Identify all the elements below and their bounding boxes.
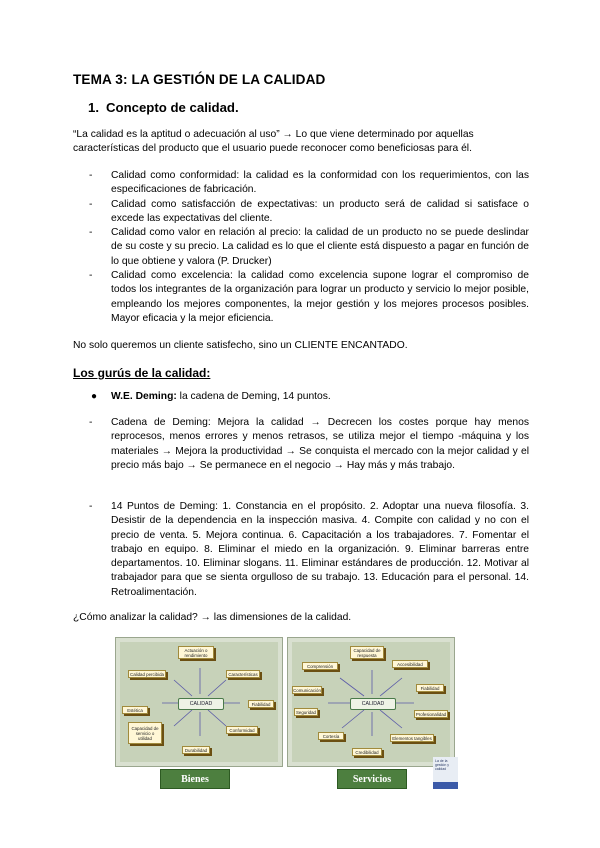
bienes-box: Estética [122, 706, 148, 714]
servicios-box: Credibilidad [352, 748, 382, 756]
servicios-box: Comprensión [302, 662, 338, 670]
deming-line [111, 390, 529, 404]
list-item-valor-precio: Calidad como valor en relación al precio: la calidad de un producto no se puede deslindar de su coste y su precio. La calidad es lo que el cliente está dispuesto a pagar en función de lo que obtiene y valora (P. Drucker) [111, 227, 529, 267]
bienes-box: Calidad percibida [128, 670, 166, 678]
servicios-box: Profesionalidad [415, 711, 447, 717]
deming-desc: la cadena de Deming, 14 puntos. [176, 391, 331, 402]
bienes-center: CALIDAD [178, 698, 224, 710]
deming-name: W.E. Deming: [111, 391, 177, 402]
definition-line-1: “La calidad es la aptitud o adecuación al uso” → Lo que viene determinado por aquellas [73, 129, 474, 140]
list-dash: - [89, 227, 93, 238]
list-item-conformidad: Calidad como conformidad: la calidad es la conformidad con los requerimientos, con las especificaciones de fabricación. [111, 170, 529, 196]
corner-logo [433, 757, 458, 789]
bienes-panel [115, 637, 283, 767]
list-dash: - [89, 270, 93, 281]
bienes-box: Capacidad de servicio o utilidad [128, 722, 162, 744]
servicios-box: Fiabilidad [416, 684, 444, 692]
bienes-box: Actuación o rendimiento [178, 646, 214, 659]
list-dash: - [89, 170, 93, 181]
list-dash: - [89, 501, 93, 512]
bienes-box: Durabilidad [182, 746, 210, 754]
definition-line-2: características del producto que el usuario puede reconocer como beneficiosas para él. [73, 143, 472, 154]
bullet-icon: ● [91, 391, 98, 402]
servicios-box: Cortesía [318, 732, 344, 740]
quality-dimensions-figure [115, 637, 458, 789]
gurus-heading: Los gurús de la calidad: [73, 366, 211, 380]
section-number: 1. [88, 100, 99, 115]
section-heading [88, 100, 239, 115]
servicios-box: Capacidad de respuesta [350, 646, 384, 659]
section-title: Concepto de calidad. [106, 100, 239, 115]
bienes-box: Características [226, 670, 260, 678]
servicios-box: Comunicación [293, 687, 321, 693]
question-line: ¿Cómo analizar la calidad? → las dimensiones de la calidad. [73, 612, 352, 623]
servicios-box: Accesibilidad [392, 660, 428, 668]
document-title: TEMA 3: LA GESTIÓN DE LA CALIDAD [73, 72, 326, 87]
corner-text: La de la gestión y calidad [435, 759, 450, 771]
servicios-box: Seguridad [295, 709, 317, 715]
list-item-excelencia: Calidad como excelencia: la calidad como excelencia supone lograr el compromiso de todos los integrantes de la organización para lograr un producto y servicio lo mejor posible, empleando los mejores componentes, la mejor gestión y los mejores procesos posibles. Mayor eficacia y la mejor eficiencia. [111, 270, 529, 324]
servicios-label: Servicios [337, 769, 407, 789]
client-line: No solo queremos un cliente satisfecho, sino un CLIENTE ENCANTADO. [73, 340, 408, 351]
servicios-panel [287, 637, 455, 767]
list-item-14-puntos: 14 Puntos de Deming: 1. Constancia en el propósito. 2. Adoptar una nueva filosofía. 3. Desistir de la dependencia en la inspección masiva. 4. Compite con calidad y no con el precio de venta. 5. Mejora continua. 6. Capacitación a los trabajadores. 7. Fomentar el trabajo en equipo. 8. Eliminar el miedo en la organización. 9. Eliminar barreras entre departamentos. 10. Eliminar slogans. 11. Eliminar estándares de producción. 12. Motivar al trabajador para que se sienta orgulloso de su trabajo. 13. Educación para el personal. 14. Retroalimentación. [111, 501, 529, 598]
list-item-expectativas: Calidad como satisfacción de expectativas: un producto será de calidad si satisface o excede las expectativas del cliente. [111, 199, 529, 225]
servicios-center: CALIDAD [350, 698, 396, 710]
servicios-box: Elementos tangibles [390, 734, 434, 742]
bienes-box: Conformidad [226, 726, 258, 734]
list-dash: - [89, 199, 93, 210]
list-dash: - [89, 417, 93, 428]
bienes-box: Fiabilidad [248, 700, 274, 708]
list-item-cadena-deming: Cadena de Deming: Mejora la calidad → Decrecen los costes porque hay menos reprocesos, menos errores y menos retrasos, se utiliza mejor el tiempo -máquina y los materiales → Mejora la productividad → Se conquista el mercado con la mejor calidad y el precio más bajo → Se permanece en el negocio → Hay más y más trabajo. [111, 417, 529, 471]
bienes-label: Bienes [160, 769, 230, 789]
